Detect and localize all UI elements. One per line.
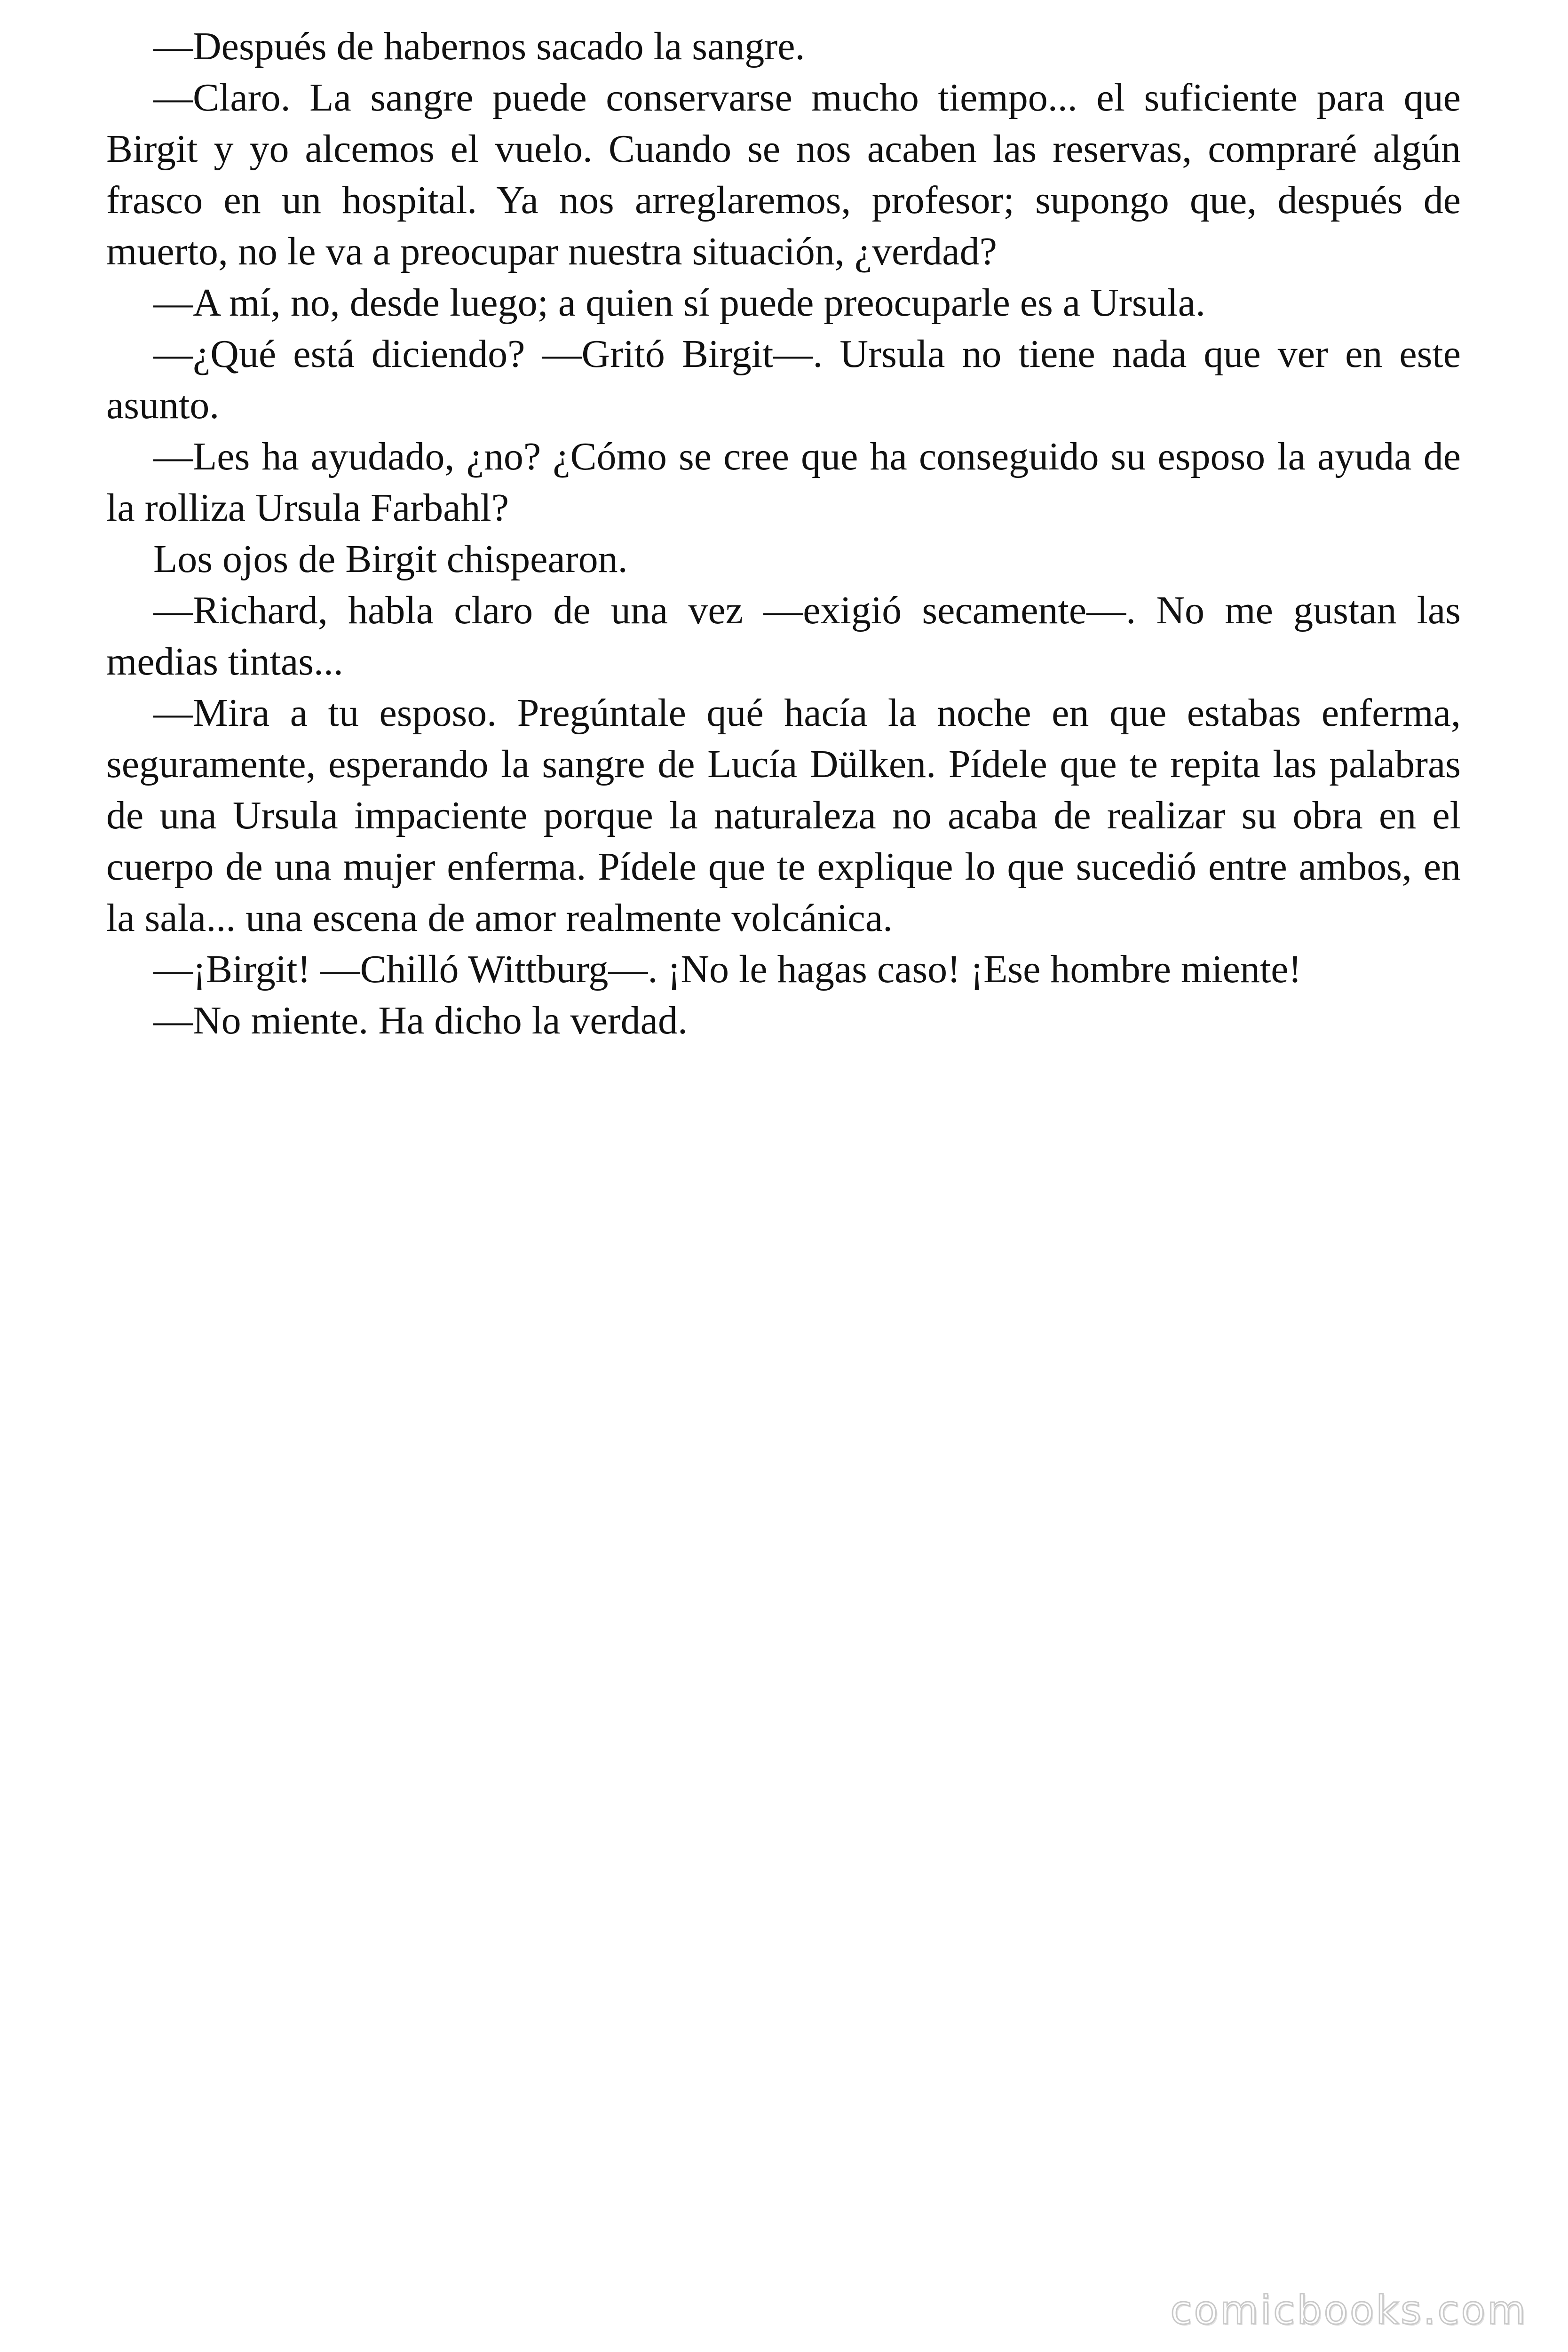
book-page-text	[106, 21, 1461, 1046]
paragraph: —Después de habernos sacado la sangre.	[153, 24, 805, 68]
paragraph: —No miente. Ha dicho la verdad.	[153, 999, 688, 1042]
paragraph: —¡Birgit! —Chilló Wittburg—. ¡No le hagas caso! ¡Ese hombre miente!	[153, 947, 1302, 991]
paragraph: —A mí, no, desde luego; a quien sí puede preocuparle es a Ursula.	[153, 281, 1206, 325]
paragraph: —Les ha ayudado, ¿no? ¿Cómo se cree que ha conseguido su esposo la ayuda de la rolliza Ursula Farbahl?	[106, 435, 1461, 530]
paragraph: —Richard, habla claro de una vez —exigió secamente—. No me gustan las medias tintas...	[106, 588, 1461, 683]
paragraph: —Mira a tu esposo. Pregúntale qué hacía la noche en que estabas enferma, seguramente, esperando la sangre de Lucía Dülken. Pídele que te repita las palabras de una Ursula impaciente porque la naturaleza no acaba de realizar su obra en el cuerpo de una mujer enferma. Pídele que te explique lo que sucedió entre ambos, en la sala... una escena de amor realmente volcánica.	[106, 691, 1461, 940]
paragraph: Los ojos de Birgit chispearon.	[153, 537, 628, 581]
paragraph: —¿Qué está diciendo? —Gritó Birgit—. Ursula no tiene nada que ver en este asunto.	[106, 332, 1461, 427]
paragraph: —Claro. La sangre puede conservarse mucho tiempo... el suficiente para que Birgit y yo alcemos el vuelo. Cuando se nos acaben las reservas, compraré algún frasco en un hospital. Ya nos arreglaremos, profesor; supongo que, después de muerto, no le va a preocupar nuestra situación, ¿verdad?	[106, 76, 1461, 273]
watermark: comicbooks.com	[1170, 2287, 1528, 2333]
